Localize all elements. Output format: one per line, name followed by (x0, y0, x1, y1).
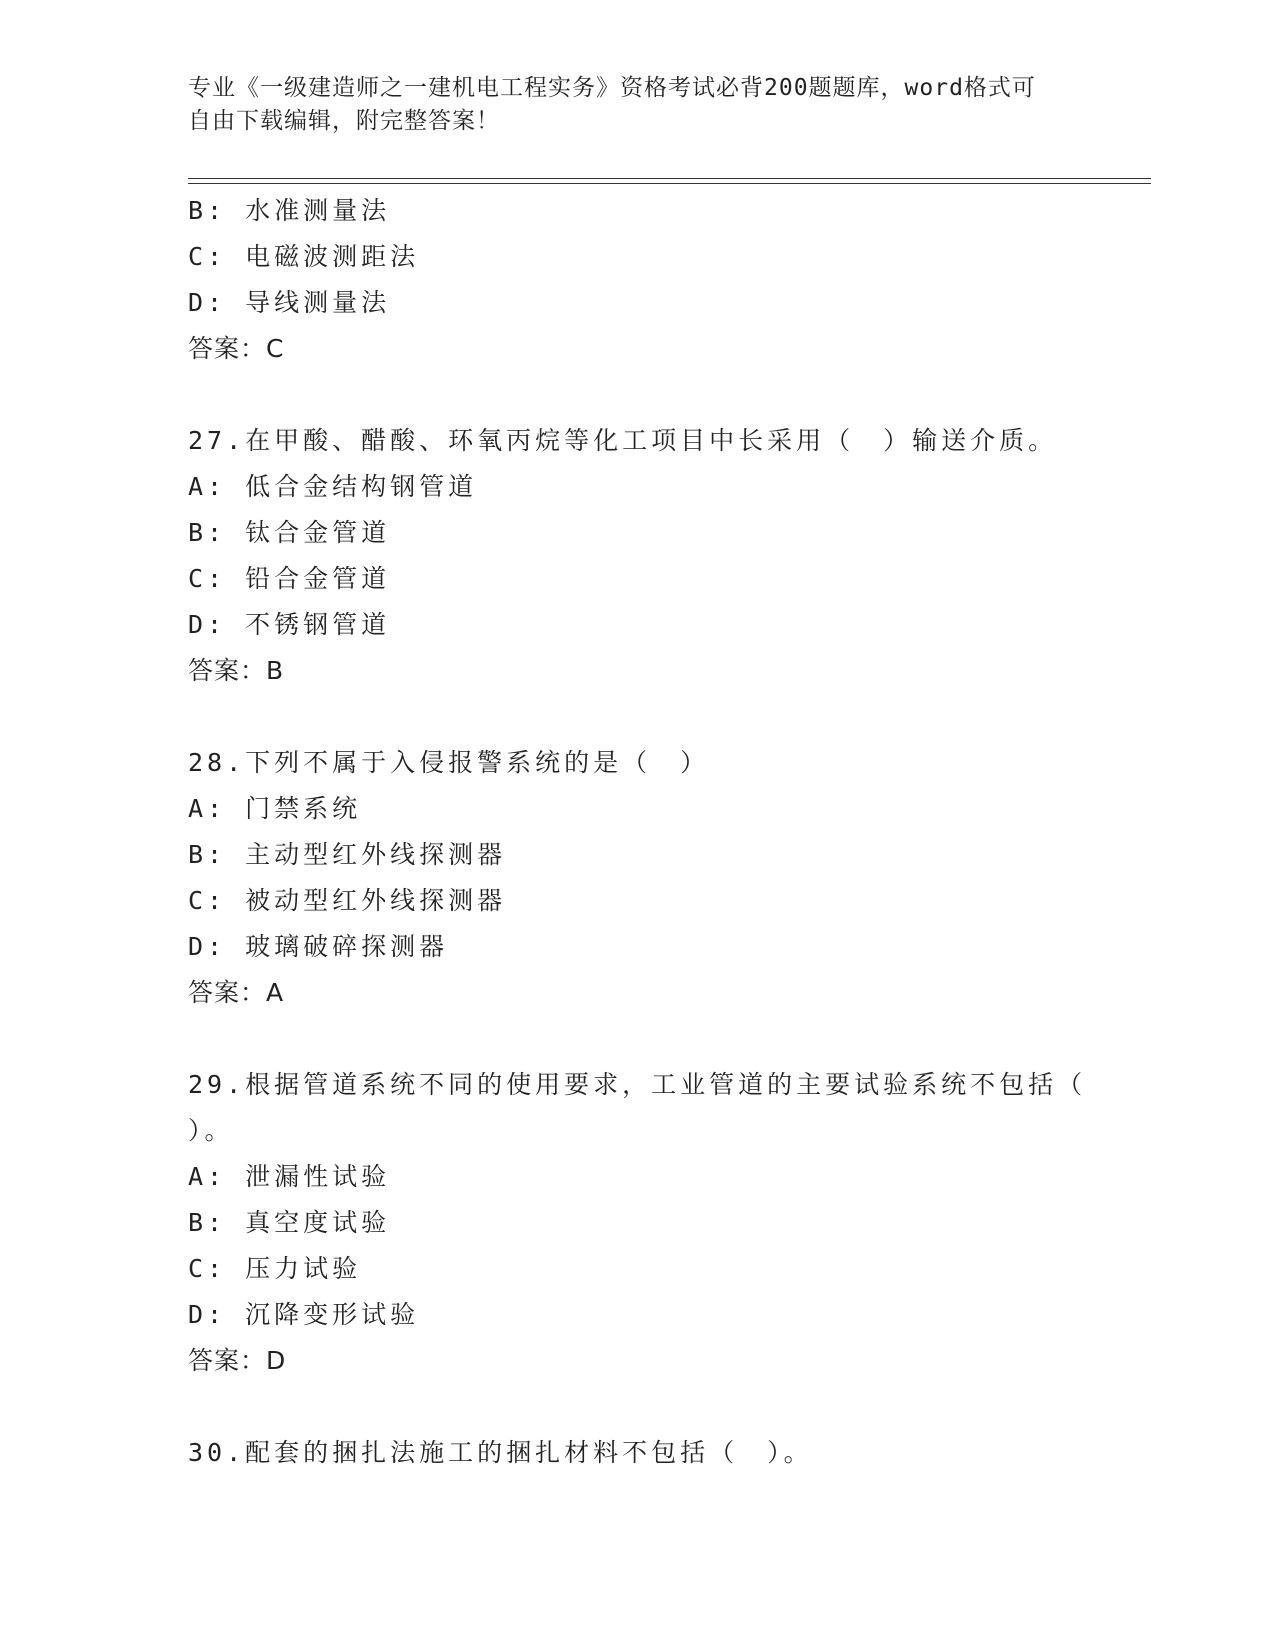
spacer (188, 1384, 1088, 1430)
question-stem-continued: ）。 (188, 1116, 234, 1145)
option-b: B: 主动型红外线探测器 (188, 840, 507, 869)
question-30 (188, 1430, 1088, 1476)
header-divider-bottom (188, 183, 1151, 184)
answer: 答案：D (188, 1346, 287, 1375)
option-b: B: 钛合金管道 (188, 518, 391, 547)
option-b: B: 水准测量法 (188, 196, 391, 225)
option-a: A: 低合金结构钢管道 (188, 472, 478, 501)
header-line-1: 专业《一级建造师之一建机电工程实务》资格考试必背200题题库，word格式可 (188, 75, 1036, 101)
question-26-continued (188, 188, 1088, 372)
spacer (188, 372, 1088, 418)
option-c: C: 电磁波测距法 (188, 242, 420, 271)
answer: 答案：B (188, 656, 285, 685)
option-d: D: 导线测量法 (188, 288, 391, 317)
question-29 (188, 1062, 1088, 1384)
header-line-2: 自由下载编辑，附完整答案！ (188, 108, 500, 134)
option-d: D: 玻璃破碎探测器 (188, 932, 449, 961)
spacer (188, 1016, 1088, 1062)
option-c: C: 铅合金管道 (188, 564, 391, 593)
question-stem: 28.下列不属于入侵报警系统的是（ ） (188, 748, 710, 777)
spacer (188, 694, 1088, 740)
option-a: A: 泄漏性试验 (188, 1162, 391, 1191)
option-b: B: 真空度试验 (188, 1208, 391, 1237)
document-header (188, 72, 1068, 138)
question-list (188, 188, 1088, 1476)
option-d: D: 不锈钢管道 (188, 610, 391, 639)
answer: 答案：C (188, 334, 285, 363)
option-c: C: 压力试验 (188, 1254, 362, 1283)
option-a: A: 门禁系统 (188, 794, 362, 823)
question-27 (188, 418, 1088, 694)
option-c: C: 被动型红外线探测器 (188, 886, 507, 915)
answer: 答案：A (188, 978, 285, 1007)
question-28 (188, 740, 1088, 1016)
header-divider-top (188, 178, 1151, 179)
question-stem: 30.配套的捆扎法施工的捆扎材料不包括（ ）。 (188, 1438, 813, 1467)
question-stem: 29.根据管道系统不同的使用要求，工业管道的主要试验系统不包括（ (188, 1070, 1087, 1099)
option-d: D: 沉降变形试验 (188, 1300, 420, 1329)
question-stem: 27.在甲酸、醋酸、环氧丙烷等化工项目中长采用（ ）输送介质。 (188, 426, 1058, 455)
